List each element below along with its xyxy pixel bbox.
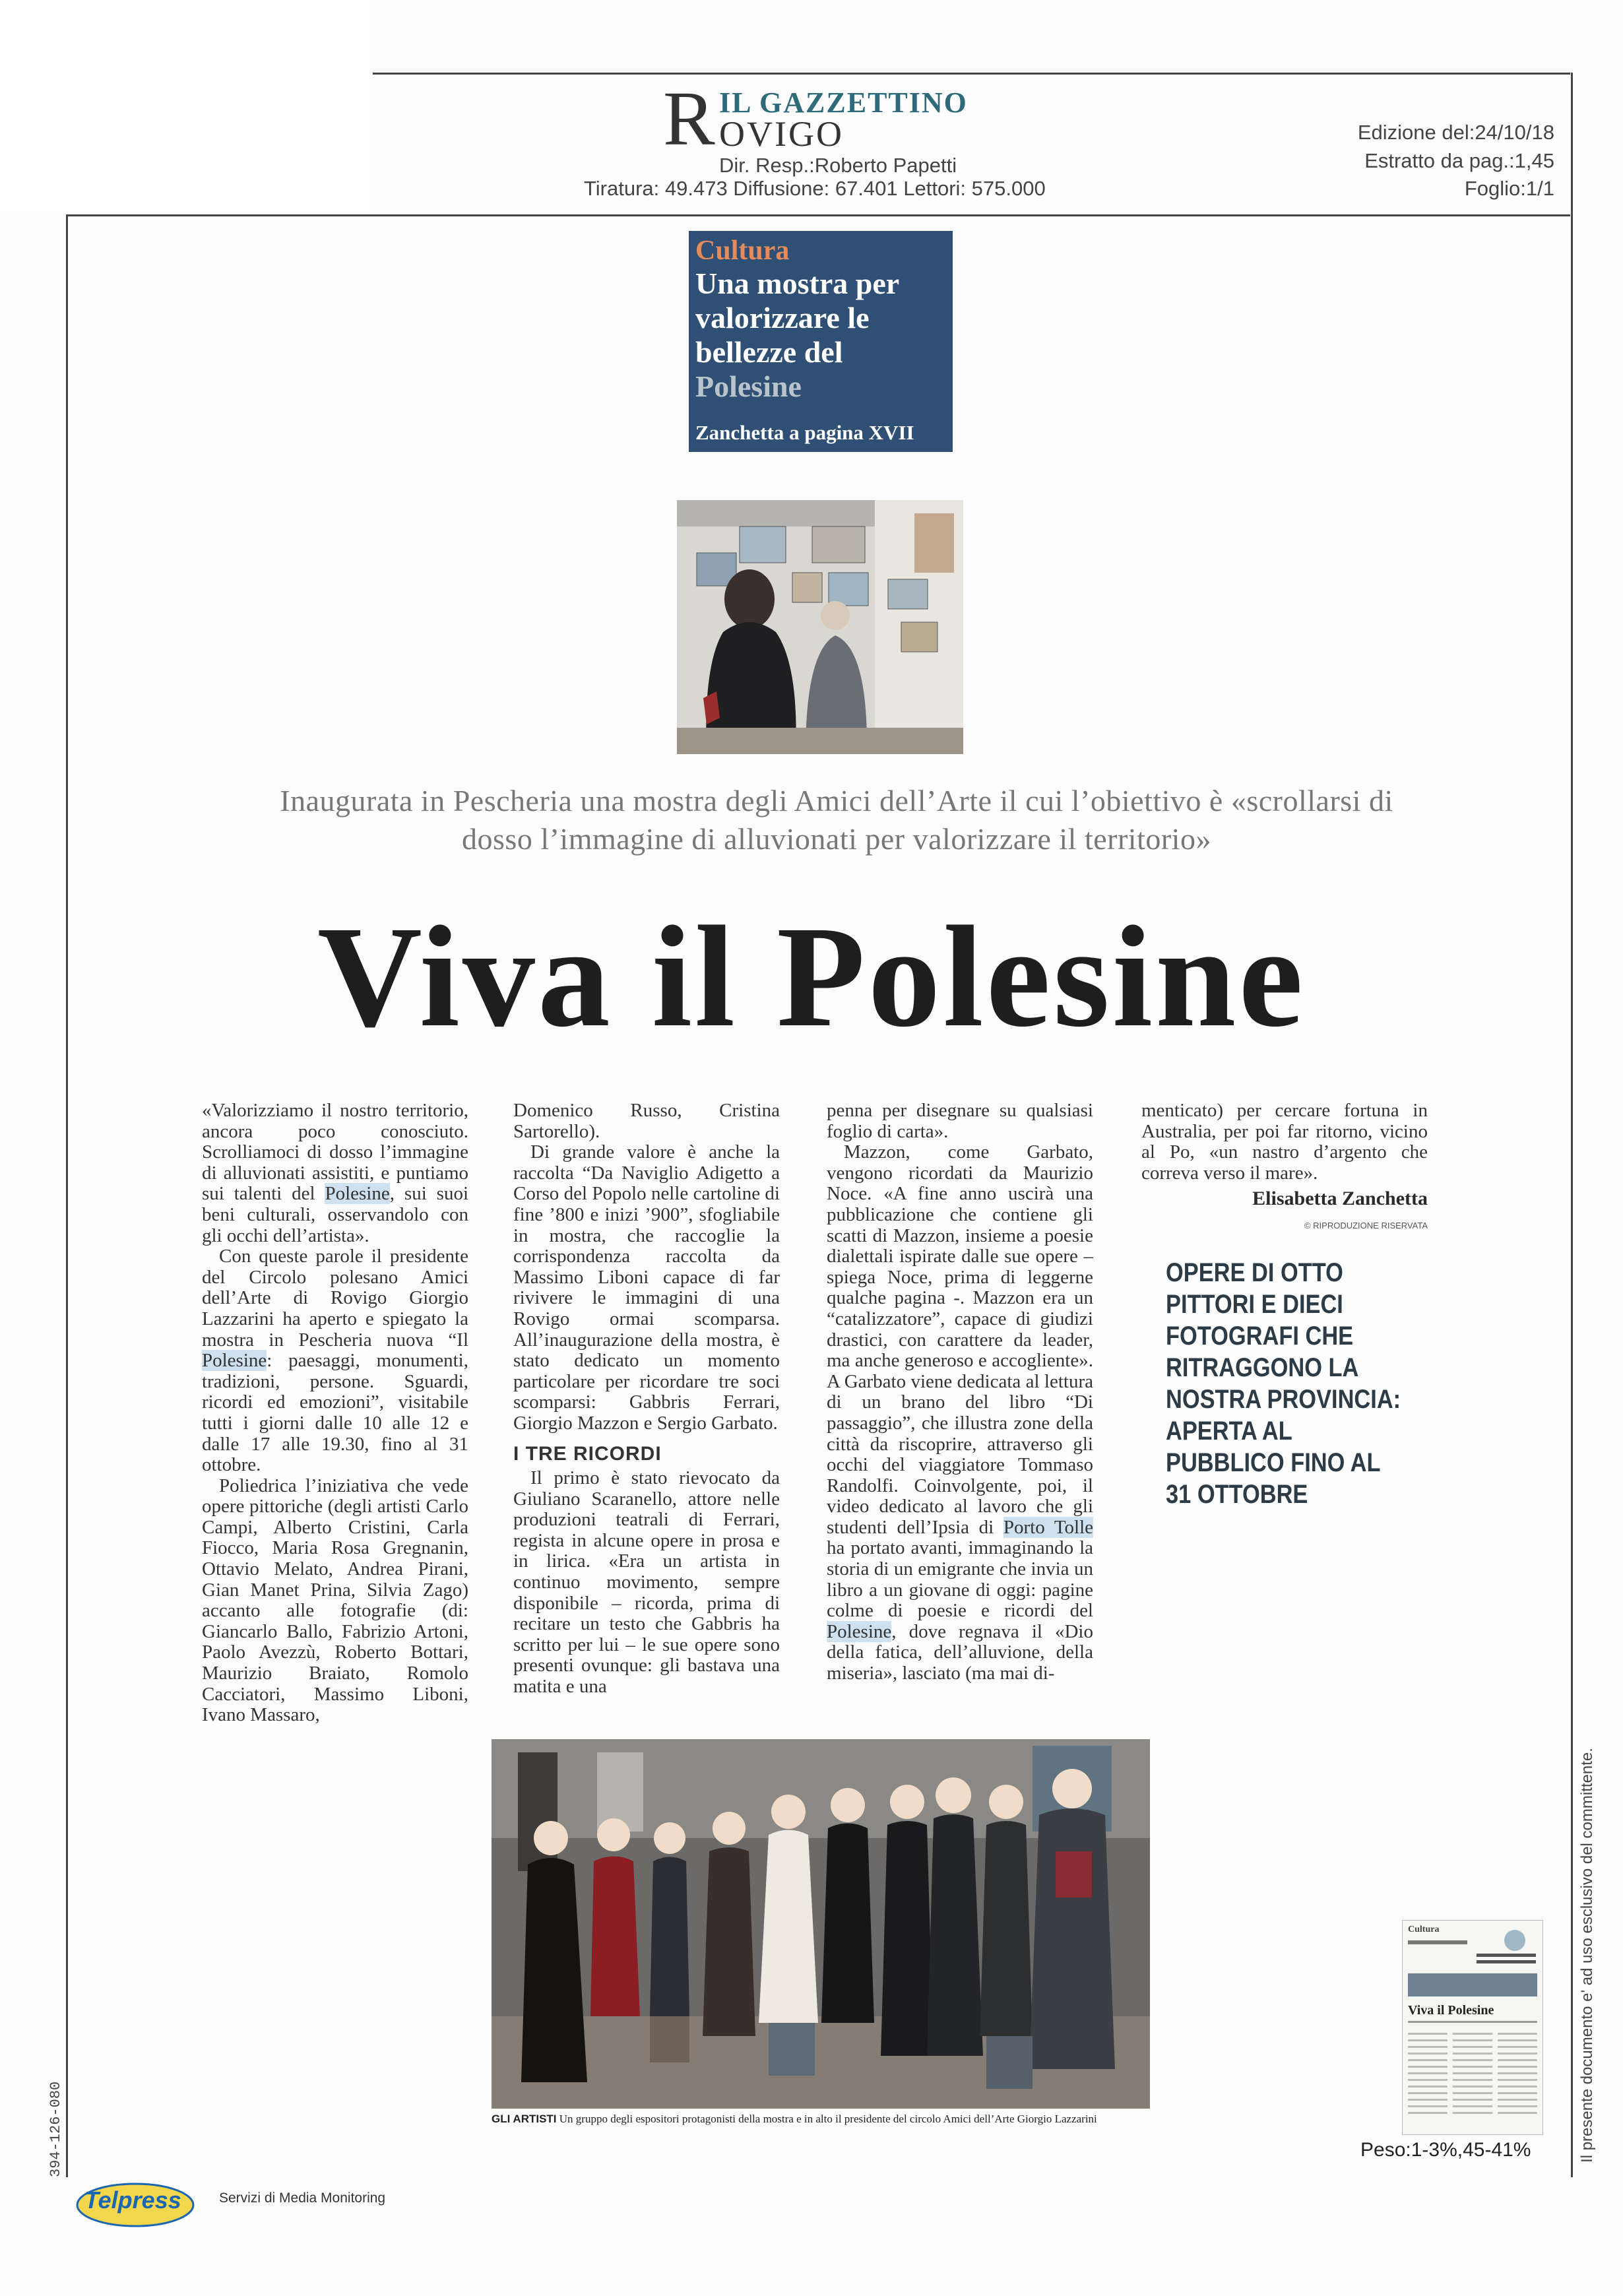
highlighted-term: Polesine [827, 1620, 892, 1642]
caption-text: Un gruppo degli espositori protagonisti della mostra e in alto il presidente del circolo Amici dell’Arte Giorgio Lazzarini [556, 2113, 1097, 2125]
highlighted-term: Polesine [325, 1183, 390, 1205]
paragraph [202, 1246, 468, 1476]
copyright-notice: © RIPRODUZIONE RISERVATA [1304, 1221, 1428, 1230]
masthead-initial: R [663, 75, 715, 162]
weight-indicator: Peso:1-3%,45-41% [1360, 2139, 1531, 2161]
document-code: 394-126-080 [48, 2081, 64, 2177]
paragraph [827, 1142, 1093, 1684]
edition-date: Edizione del:24/10/18 [1357, 121, 1554, 144]
culture-teaser-box [689, 231, 953, 452]
article-headline: Viva il Polesine [317, 896, 1306, 1057]
paragraph: menticato) per cercare fortuna in Australia, per poi far ritorno, vicino al Po, «un nastro d’argento che correva verso il mare». [1141, 1100, 1428, 1184]
teaser-page-ref: Zanchetta a pagina XVII [695, 421, 914, 444]
caption-label: GLI ARTISTI [492, 2113, 557, 2125]
article-column-4 [1141, 1100, 1428, 1184]
article-column-1 [202, 1100, 468, 1726]
service-tagline: Servizi di Media Monitoring [219, 2190, 386, 2206]
director-line: Dir. Resp.:Roberto Papetti [719, 154, 957, 177]
teaser-headline [695, 267, 953, 404]
page-thumbnail [1402, 1920, 1543, 2135]
teaser-headline-highlight: Polesine [695, 369, 802, 403]
extract-pages: Estratto da pag.:1,45 [1364, 149, 1554, 172]
paragraph: Domenico Russo, Cristina Sartorello). [513, 1100, 780, 1142]
text-run: , dove regnava il «Dio della fatica, dell’alluvione, della miseria», lasciato (ma mai di- [827, 1620, 1093, 1684]
text-run: , sui suoi beni culturali, osservandolo con gli occhi dell’artista». [202, 1183, 468, 1246]
text-run: Con queste parole il presidente del Circolo polesano Amici dell’Arte di Rovigo Giorgio Lazzarini ha aperto e spiegato la mostra in Pescheria nuova “Il [202, 1246, 468, 1351]
highlighted-term: Porto Tolle [1003, 1516, 1094, 1538]
edition-city: OVIGO [719, 114, 844, 154]
sheet-number: Foglio:1/1 [1464, 177, 1554, 200]
article-column-3 [827, 1100, 1093, 1684]
teaser-headline-text: Una mostra per valorizzare le bellezze del [695, 267, 899, 369]
text-run: Mazzon, come Garbato, vengono ricordati da Maurizio Noce. «A fine anno uscirà una pubblicazione che contiene gli scatti di Mazzon, insieme a poesie dialettali ispirate dalle sue opere – spiega Noce, prima di leggerne qualche pagina -. Mazzon era un “catalizzatore”, capace di giudizi drastici, con carattere da leader, ma anche generoso e accogliente». A Garbato viene dedicata al lettura di un brano del libro “Di passaggio”, che illustra zone della città da riscoprire, attraverso gli occhi del viaggiatore Tommaso Randolfi. Coinvolgente, poi, il video dedicato al lavoro che gli studenti dell’Ipsia di [827, 1141, 1093, 1538]
author-byline: Elisabetta Zanchetta [1252, 1188, 1428, 1209]
paragraph: Il primo è stato rievocato da Giuliano Scaranello, attore nelle produzioni teatrali di Ferrari, regista in alcune opere in prosa e in lirica. «Era un artista in continuo movimento, sempre disponibile – ricorda, prima di recitare un testo che Gabbris ha scritto per lui – le sue opere sono presenti ovunque: gli bastava una matita e una [513, 1467, 780, 1698]
article-kicker: Inaugurata in Pescheria una mostra degli Amici dell’Arte il cui l’obiettivo è «scrollarsi di dosso l’immagine di alluvionati per valorizzare il territorio» [280, 784, 1393, 856]
pull-quote: OPERE DI OTTO PITTORI E DIECI FOTOGRAFI CHE RITRAGGONO LA NOSTRA PROVINCIA: APERTA AL PUBBLICO FINO AL 31 OTTOBRE [1166, 1258, 1401, 1509]
exhibition-visitors-photo [677, 500, 963, 754]
header-rule [373, 73, 1570, 75]
text-run: : paesaggi, monumenti, tradizioni, persone. Sguardi, ricordi ed emozioni”, visitabile tutti i giorni dalle 10 alle 12 e dalle 17 alle 19.30, fino al 31 ottobre. [202, 1350, 468, 1476]
text-run: ha portato avanti, immaginando la storia di un emigrante che invia un libro a un giovane di oggi: pagine colme di poesie e ricordi del [827, 1537, 1093, 1622]
circulation-line: Tiratura: 49.473 Diffusione: 67.401 Lettori: 575.000 [584, 177, 1046, 200]
thumbnail-headline: Viva il Polesine [1408, 2003, 1494, 2018]
paragraph: Poliedrica l’iniziativa che vede opere pittoriche (degli artisti Carlo Campi, Alberto Cristini, Carla Fiocco, Maria Rosa Gregnanin, Ottavio Melato, Andrea Pirani, Gian Manet Prina, Silvia Zago) accanto alle fotografie (di: Giancarlo Ballo, Fabrizio Artoni, Paolo Avezzù, Roberto Bottari, Maurizio Braiato, Romolo Cacciatori, Massimo Liboni, Ivano Massaro, [202, 1475, 468, 1726]
paragraph: penna per disegnare su qualsiasi foglio di carta». [827, 1100, 1093, 1142]
paragraph: Di grande valore è anche la raccolta “Da Naviglio Adigetto a Corso del Popolo nelle cartoline di fine ’800 e inizi ’900”, sfogliabile in mostra, che raccoglie la corrispondenza raccolta da Massimo Liboni capace di far rivivere le immagini di una Rovigo ormai scomparsa. All’inaugurazione della mostra, è stato dedicato un momento particolare per ricordare tre soci scomparsi: Gabbris Ferrari, Giorgio Mazzon e Sergio Garbato. [513, 1141, 780, 1434]
header-divider [66, 214, 1570, 216]
photo-caption [492, 2113, 1151, 2126]
group-photo [492, 1739, 1150, 2109]
paragraph [202, 1100, 468, 1246]
usage-disclaimer: Il presente documento e' ad uso esclusivo del committente. [1578, 1748, 1596, 2163]
text-run: «Valorizziamo il nostro territorio, ancora poco conosciuto. Scrolliamoci di dosso l’immagine di alluvionati assistiti, e puntiamo sui talenti del [202, 1100, 468, 1205]
newspaper-name: IL GAZZETTINO [719, 86, 968, 119]
thumbnail-section: Cultura [1408, 1925, 1440, 1934]
section-label: Cultura [695, 236, 790, 266]
section-subheading: I TRE RICORDI [513, 1442, 662, 1465]
highlighted-term: Polesine [202, 1350, 267, 1372]
article-column-2 [513, 1100, 780, 1698]
telpress-logo-text: Telpress [84, 2186, 181, 2214]
redacted-area [0, 0, 369, 214]
